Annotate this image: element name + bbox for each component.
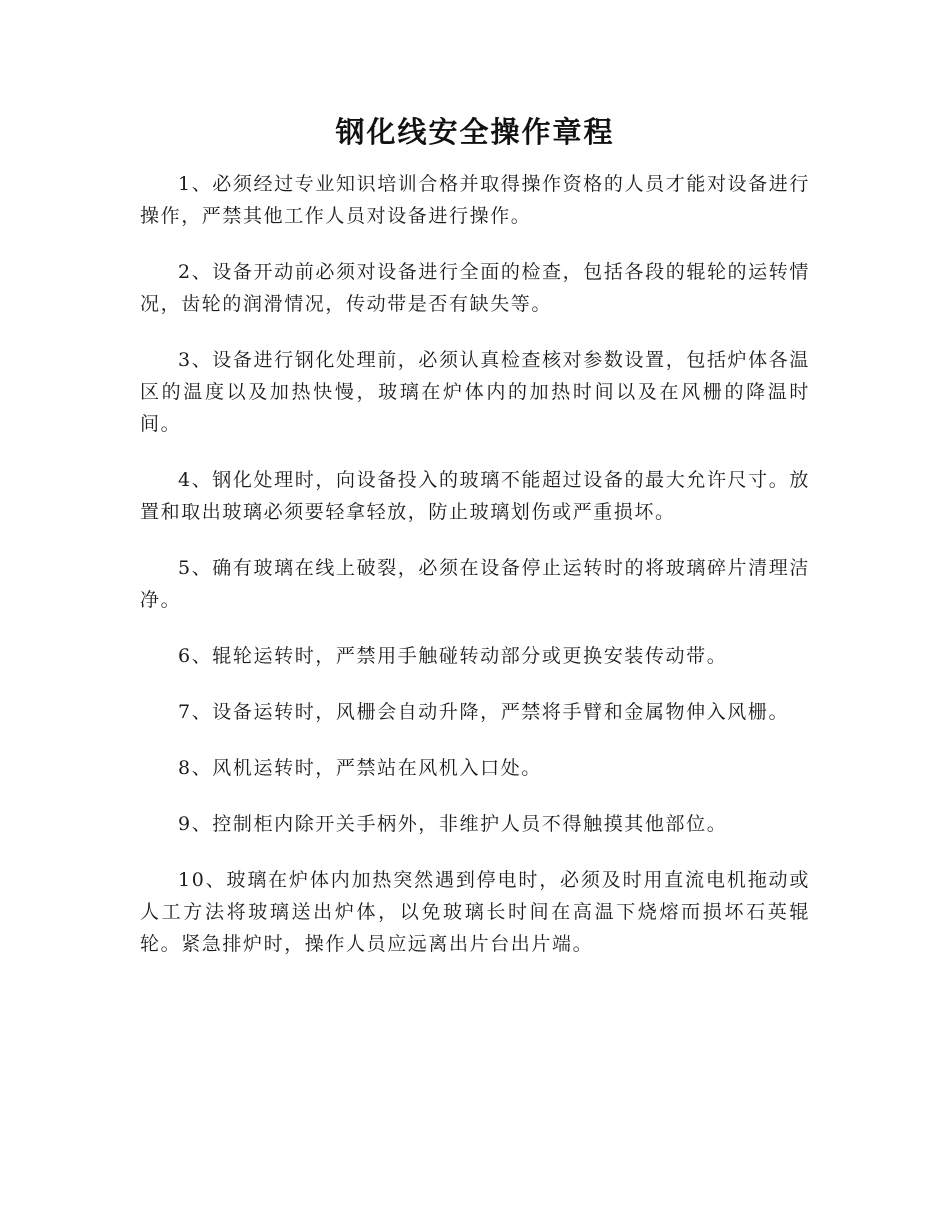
- rule-item-7: 7、设备运转时，风栅会自动升降，严禁将手臂和金属物伸入风栅。: [178, 701, 790, 723]
- rule-item-6: 6、辊轮运转时，严禁用手触碰转动部分或更换安装传动带。: [178, 645, 728, 667]
- document-title: 钢化线安全操作章程: [335, 115, 615, 149]
- rule-item-10: 10、玻璃在炉体内加热突然遇到停电时，必须及时用直流电机拖动或人工方法将玻璃送出炉体，以免玻璃长时间在高温下烧熔而损坏石英辊轮。紧急排炉时，操作人员应远离出片台出片端。: [140, 869, 810, 955]
- rule-item-1: 1、必须经过专业知识培训合格并取得操作资格的人员才能对设备进行操作，严禁其他工作人员对设备进行操作。: [140, 173, 810, 227]
- rule-item-3: 3、设备进行钢化处理前，必须认真检查核对参数设置，包括炉体各温区的温度以及加热快慢，玻璃在炉体内的加热时间以及在风栅的降温时间。: [140, 349, 810, 435]
- rule-item-8: 8、风机运转时，严禁站在风机入口处。: [178, 757, 542, 779]
- rule-item-4: 4、钢化处理时，向设备投入的玻璃不能超过设备的最大允许尺寸。放置和取出玻璃必须要轻拿轻放，防止玻璃划伤或严重损坏。: [140, 469, 810, 523]
- rule-item-5: 5、确有玻璃在线上破裂，必须在设备停止运转时的将玻璃碎片清理洁净。: [140, 557, 810, 611]
- rule-item-2: 2、设备开动前必须对设备进行全面的检查，包括各段的辊轮的运转情况，齿轮的润滑情况，传动带是否有缺失等。: [140, 261, 810, 315]
- rules-list: [140, 168, 810, 960]
- rule-item-9: 9、控制柜内除开关手柄外，非维护人员不得触摸其他部位。: [178, 813, 728, 835]
